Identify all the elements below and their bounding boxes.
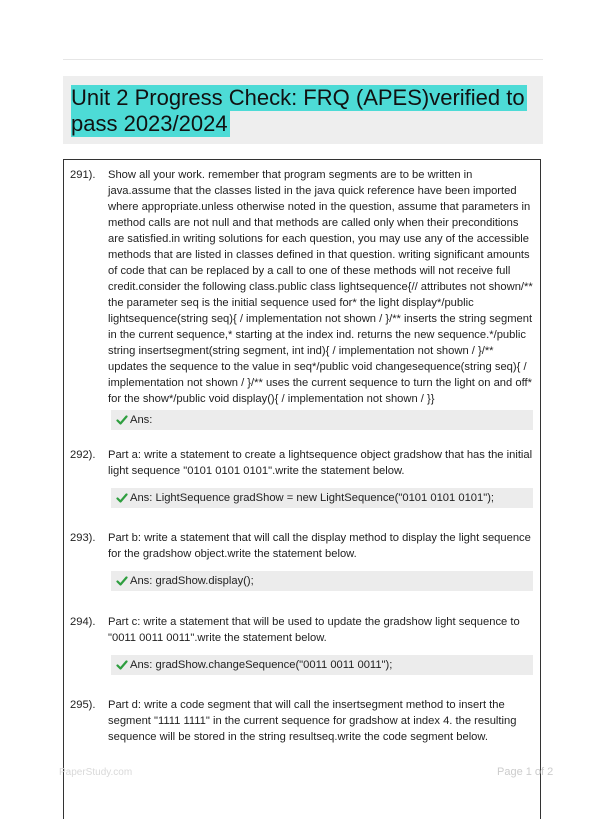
- question-number: 292).: [70, 449, 96, 461]
- answer-text: Ans: gradShow.changeSequence("0011 0011 0011");: [130, 659, 393, 671]
- check-icon: [116, 492, 128, 504]
- question-number: 295).: [70, 699, 96, 711]
- question-number: 291).: [70, 169, 96, 181]
- answer-box: [111, 655, 533, 675]
- answer-text: Ans: gradShow.display();: [130, 575, 254, 587]
- question-text: Part d: write a code segment that will call the insertsegment method to insert the segment "1111 1111" in the current sequence for gradshow at index 4. the resulting sequence will be stored in the string resultseq.write the code segment below.: [108, 699, 517, 743]
- check-icon: [116, 414, 128, 426]
- page-indicator: Page 1 of 2: [497, 766, 554, 778]
- check-icon: [116, 659, 128, 671]
- answer-text: Ans: LightSequence gradShow = new LightSequence("0101 0101 0101");: [130, 492, 495, 504]
- question-text: Part b: write a statement that will call the display method to display the light sequence for the gradshow object.write the statement below.: [108, 532, 531, 560]
- question-text: Part c: write a statement that will be used to update the gradshow light sequence to "0011 0011 0011".write the statement below.: [108, 616, 520, 644]
- questions-panel: [63, 159, 541, 819]
- title-box: [63, 76, 543, 144]
- answer-box: [111, 410, 533, 430]
- check-icon: [116, 575, 128, 587]
- top-divider: [63, 59, 543, 60]
- answer-box: [111, 571, 533, 591]
- page-title: Unit 2 Progress Check: FRQ (APES)verified to pass 2023/2024: [71, 85, 525, 136]
- question-text: Show all your work. remember that program segments are to be written in java.assume that the classes listed in the java quick reference have been imported where appropriate.unless otherwise noted in the question, assume that parameters in method calls are not null and that methods are called only when their preconditions are satisfied.in writing solutions for each question, you may use any of the accessible methods that are listed in classes defined in that question. writing significant amounts of code that can be replaced by a call to one of these methods will not receive full credit.consider the following class.public class lightsequence{// attributes not shown/** the parameter seq is the initial sequence used for* the light display*/public lightsequence(string seq){ / implementation not shown / }/** inserts the string segment in the current sequence,* starting at the index ind. returns the new sequence.*/public string insertsegment(string segment, int ind){ / implementation not shown / }/** updates the sequence to the value in seq*/public void changesequence(string seq){ / implementation not shown / }/** uses the current sequence to turn the light on and off* for the show*/public void display(){ / implementation not shown / }}: [108, 169, 533, 405]
- question-number: 293).: [70, 532, 96, 544]
- answer-box: [111, 488, 533, 508]
- question-number: 294).: [70, 616, 96, 628]
- question-text: Part a: write a statement to create a lightsequence object gradshow that has the initial light sequence "0101 0101 0101".write the statement below.: [108, 449, 533, 477]
- footer-watermark: PaperStudy.com: [59, 767, 133, 778]
- answer-text: Ans:: [130, 414, 153, 426]
